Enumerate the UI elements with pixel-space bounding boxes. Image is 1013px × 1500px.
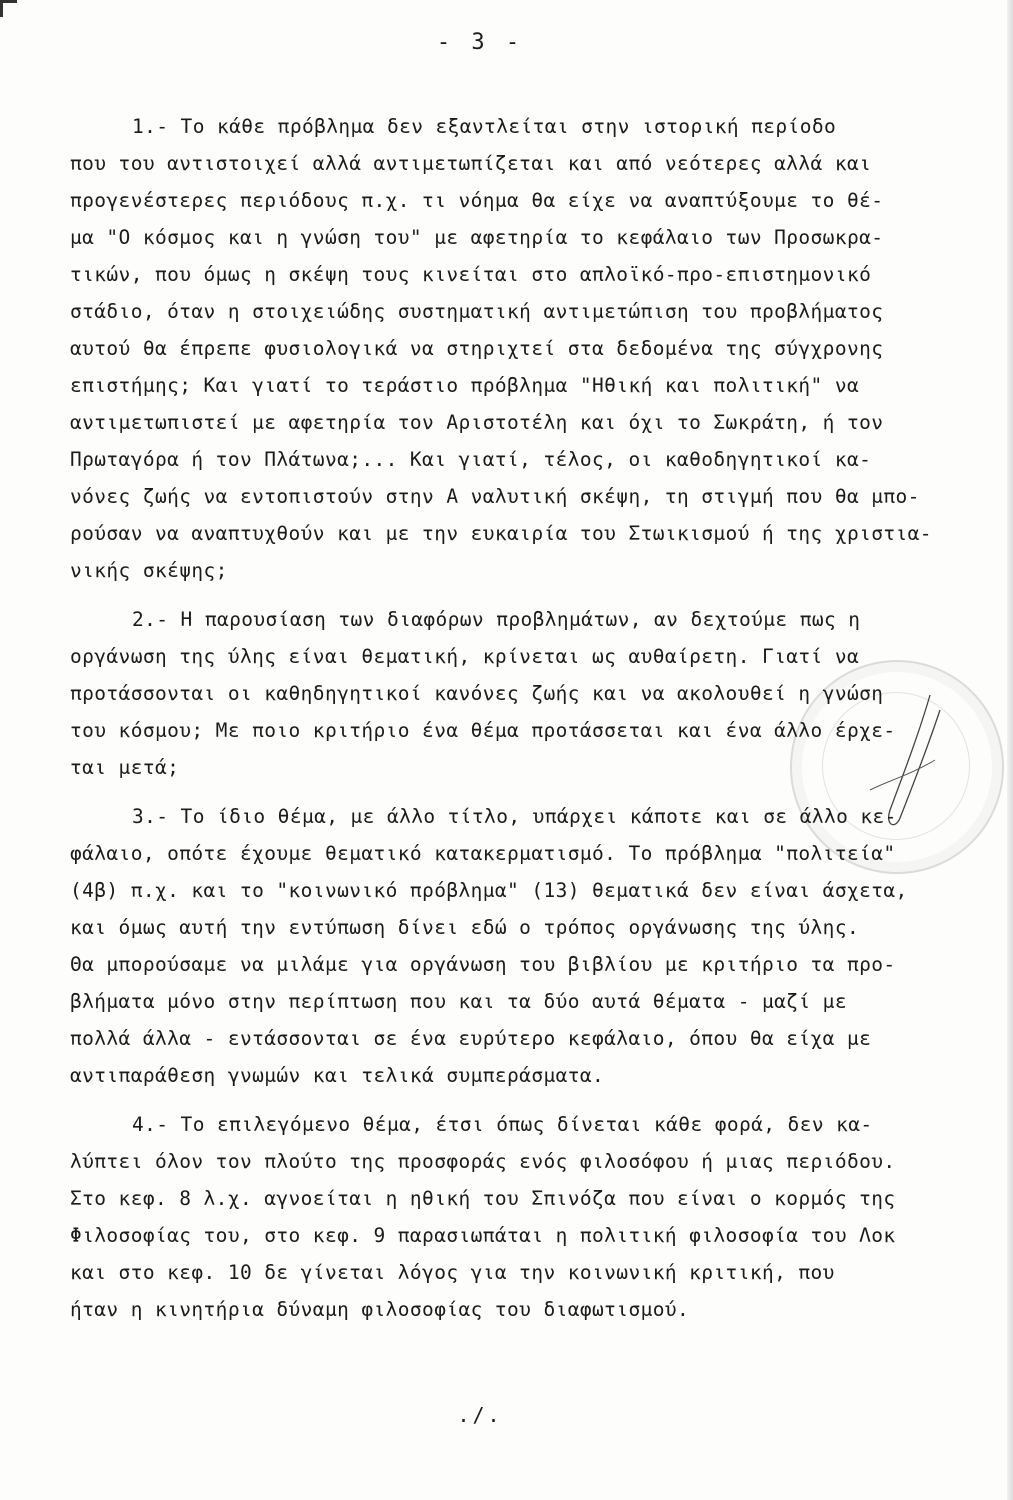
- paragraph-1-line: επιστήμης; Και γιατί το τεράστιο πρόβλημα "Ηθική και πολιτική" να: [70, 374, 860, 397]
- paragraph-3-line: πολλά άλλα - εντάσσονται σε ένα ευρύτερο κεφάλαιο, όπου θα είχα με: [70, 1027, 872, 1050]
- paragraph-1-line: μα "Ο κόσμος και η γνώση του" με αφετηρία το κεφάλαιο των Προσωκρα-: [70, 226, 884, 249]
- paragraph-4-line: Στο κεφ. 8 λ.χ. αγνοείται η ηθική του Σπινόζα που είναι ο κορμός της: [70, 1187, 896, 1210]
- paragraph-2-line: 2.- Η παρουσίαση των διαφόρων προβλημάτων, αν δεχτούμε πως η: [132, 608, 861, 631]
- paragraph-2-line: προτάσσονται οι καθηδηγητικοί κανόνες ζωής και να ακολουθεί η γνώση: [70, 682, 884, 705]
- body-text: [70, 108, 960, 1328]
- paragraph-2-line: του κόσμου; Με ποιο κριτήριο ένα θέμα προτάσσεται και ένα άλλο έρχε-: [70, 719, 896, 742]
- paragraph-1-line: 1.- Το κάθε πρόβλημα δεν εξαντλείται στην ιστορική περίοδο: [132, 115, 837, 138]
- paragraph-1-line: ρούσαν να αναπτυχθούν και με την ευκαιρία του Στωικισμού ή της χριστια-: [70, 522, 932, 545]
- paragraph-3-line: φάλαιο, οπότε έχουμε θεματικό κατακερματισμό. Το πρόβλημα "πολιτεία": [70, 842, 896, 865]
- paragraph-1-line: που του αντιστοιχεί αλλά αντιμετωπίζεται και από νεότερες αλλά και: [70, 152, 872, 175]
- paragraph-1-line: νικής σκέψης;: [70, 559, 228, 582]
- paragraph-1-line: προγενέστερες περιόδους π.χ. τι νόημα θα είχε να αναπτύξουμε το θέ-: [70, 189, 884, 212]
- paragraph-3-line: Θα μπορούσαμε να μιλάμε για οργάνωση του βιβλίου με κριτήριο τα προ-: [70, 953, 896, 976]
- paragraph-3-line: βλήματα μόνο στην περίπτωση που και τα δύο αυτά θέματα - μαζί με: [70, 990, 847, 1013]
- paragraph-1-line: νόνες ζωής να εντοπιστούν στην Α ναλυτική σκέψη, τη στιγμή που θα μπο-: [70, 485, 920, 508]
- paragraph-1-line: αντιμετωπιστεί με αφετηρία τον Αριστοτέλη και όχι το Σωκράτη, ή τον: [70, 411, 884, 434]
- paragraph-2-line: οργάνωση της ύλης είναι θεματική, κρίνεται ως αυθαίρετη. Γιατί να: [70, 645, 860, 668]
- corner-mark: [0, 0, 17, 17]
- paragraph-4-line: 4.- Το επιλεγόμενο θέμα, έτσι όπως δίνεται κάθε φορά, δεν κα-: [132, 1113, 873, 1136]
- paragraph-4-line: λύπτει όλον τον πλούτο της προσφοράς ενός φιλοσόφου ή μιας περιόδου.: [70, 1150, 896, 1173]
- paragraph-1-line: τικών, που όμως η σκέψη τους κινείται στο απλοϊκό-προ-επιστημονικό: [70, 263, 872, 286]
- paragraph-3-line: αντιπαράθεση γνωμών και τελικά συμπεράσματα.: [70, 1064, 605, 1087]
- paragraph-2-line: ται μετά;: [70, 756, 180, 779]
- paragraph-4-line: και στο κεφ. 10 δε γίνεται λόγος για την κοινωνική κριτική, που: [70, 1261, 835, 1284]
- paragraph-3-line: 3.- Το ίδιο θέμα, με άλλο τίτλο, υπάρχει κάποτε και σε άλλο κε-: [132, 805, 897, 828]
- page-number: - 3 -: [436, 30, 524, 55]
- paragraph-3-line: και όμως αυτή την εντύπωση δίνει εδώ ο τρόπος οργάνωσης της ύλης.: [70, 916, 860, 939]
- paragraph-1-line: Πρωταγόρα ή τον Πλάτωνα;... Και γιατί, τέλος, οι καθοδηγητικοί κα-: [70, 448, 872, 471]
- page-edge: [1007, 0, 1013, 1500]
- paragraph-4-line: ήταν η κινητήρια δύναμη φιλοσοφίας του διαφωτισμού.: [70, 1298, 690, 1321]
- continuation-mark: ./.: [457, 1403, 503, 1427]
- paragraph-1-line: αυτού θα έπρεπε φυσιολογικά να στηριχτεί στα δεδομένα της σύγχρονης: [70, 337, 884, 360]
- paragraph-1-line: στάδιο, όταν η στοιχειώδης συστηματική αντιμετώπιση του προβλήματος: [70, 300, 884, 323]
- paragraph-3-line: (4β) π.χ. και το "κοινωνικό πρόβλημα" (13) θεματικά δεν είναι άσχετα,: [70, 879, 908, 902]
- paragraph-4-line: Φιλοσοφίας του, στο κεφ. 9 παρασιωπάται η πολιτική φιλοσοφία του Λοκ: [70, 1224, 896, 1247]
